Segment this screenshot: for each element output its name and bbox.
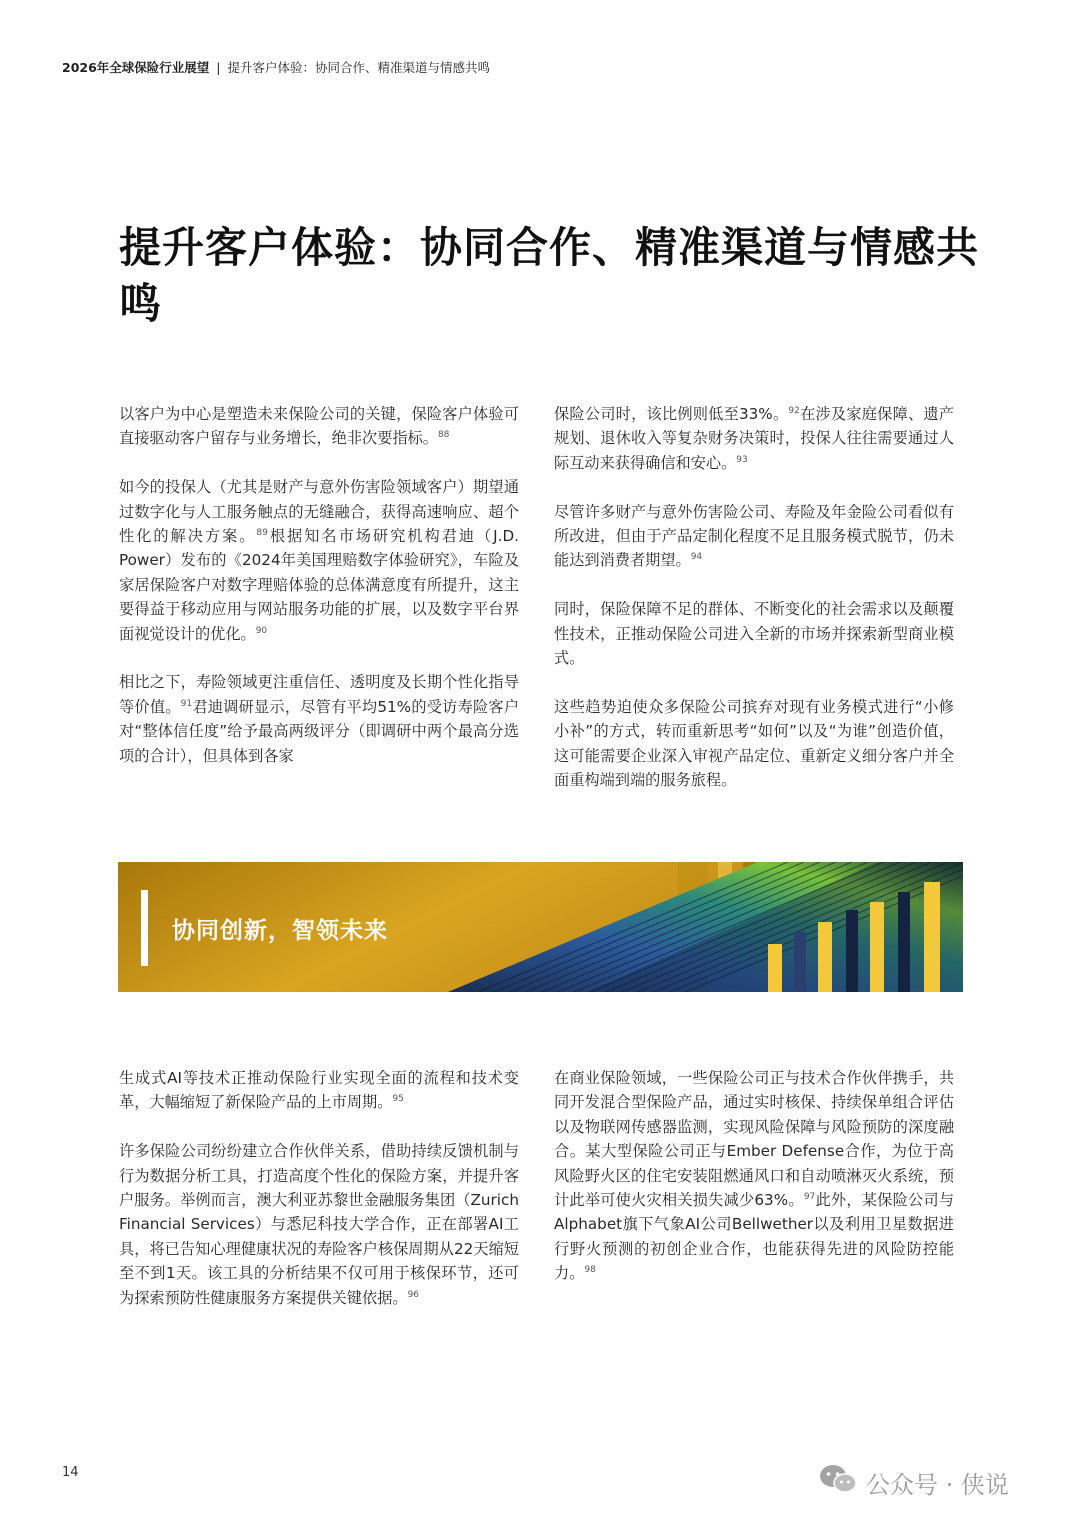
body-paragraph xyxy=(554,695,954,793)
report-title: 2026年全球保险行业展望 xyxy=(62,60,210,75)
section-title: 提升客户体验：协同合作、精准渠道与情感共鸣 xyxy=(227,60,490,75)
paragraph-text: 同时，保险保障不足的群体、不断变化的社会需求以及颠覆性技术，正推动保险公司进入全新的市场并探索新型商业模式。 xyxy=(554,600,954,668)
body-paragraph xyxy=(119,670,519,768)
footnote-ref: 95 xyxy=(392,1094,404,1105)
page-title: 提升客户体验：协同合作、精准渠道与情感共鸣 xyxy=(119,223,980,328)
watermark xyxy=(818,1462,1009,1502)
body-paragraph xyxy=(554,597,954,670)
section1-column-right xyxy=(554,402,954,817)
page-number: 14 xyxy=(62,1465,79,1480)
paragraph-text: 此外，某保险公司与Alphabet旗下气象AI公司Bellwether以及利用卫星数据进行野火预测的初创企业合作，也能获得先进的风险防控能力。 xyxy=(554,1191,955,1283)
paragraph-text: 君迪调研显示，尽管有平均51%的受访寿险客户对“整体信任度”给予最高两级评分（即调研中两个最高分选项的合计），但具体到各家 xyxy=(119,697,520,765)
footnote-ref: 96 xyxy=(407,1289,420,1300)
body-paragraph xyxy=(119,1139,519,1310)
wechat-icon xyxy=(818,1463,858,1501)
body-paragraph xyxy=(554,500,954,573)
paragraph-text: 根据知名市场研究机构君迪（J.D. Power）发布的《2024年美国理赔数字体验研究》，车险及家居保险客户对数字理赔体验的总体满意度有所提升，这主要得益于移动应用与网站服务功能的扩展，以及数字平台界面视觉设计的优化。 xyxy=(119,527,519,643)
footnote-ref: 92 xyxy=(788,406,800,416)
footnote-ref: 94 xyxy=(690,552,703,563)
footnote-ref: 93 xyxy=(736,454,748,465)
footnote-ref: 90 xyxy=(255,625,268,636)
banner-accent-bar xyxy=(141,890,148,966)
body-paragraph xyxy=(119,1066,519,1115)
footnote-ref: 98 xyxy=(584,1265,596,1276)
footnote-ref: 89 xyxy=(256,528,268,539)
paragraph-text: 许多保险公司纷纷建立合作伙伴关系，借助持续反馈机制与行为数据分析工具，打造高度个性化的保险方案，并提升客户服务。举例而言，澳大利亚苏黎世金融服务集团（Zurich Financial Services）与悉尼科技大学合作，正在部署AI工具，将已告知心理健康状况的寿险客户核保周期从22天缩短至不到1天。该工具的分析结果不仅可用于核保环节，还可为探索预防性健康服务方案提供关键依据。 xyxy=(119,1142,519,1307)
paragraph-text: 在商业保险领域，一些保险公司正与技术合作伙伴携手，共同开发混合型保险产品，通过实时核保、持续保单组合评估以及物联网传感器监测，实现风险保障与风险预防的深度融合。某大型保险公司正与Ember Defense合作，为位于高风险野火区的住宅安装阻燃通风口和自动喷淋灭火系统，预计此举可使火灾相关损失减少63%。 xyxy=(554,1069,954,1210)
paragraph-text: 生成式AI等技术正推动保险行业实现全面的流程和技术变革，大幅缩短了新保险产品的上市周期。 xyxy=(119,1069,519,1112)
running-header xyxy=(62,58,490,76)
section2-column-right xyxy=(554,1066,954,1310)
paragraph-text: 以客户为中心是塑造未来保险公司的关键，保险客户体验可直接驱动客户留存与业务增长，绝非次要指标。 xyxy=(119,405,519,448)
footnote-ref: 88 xyxy=(437,430,450,441)
body-paragraph xyxy=(119,475,519,646)
section1-column-left xyxy=(119,402,519,792)
paragraph-text: 尽管许多财产与意外伤害险公司、寿险及年金险公司看似有所改进，但由于产品定制化程度不足且服务模式脱节，仍未能达到消费者期望。 xyxy=(554,502,954,570)
paragraph-text: 这些趋势迫使众多保险公司摈弃对现有业务模式进行“小修小补”的方式，转而重新思考“如何”以及“为谁”创造价值，这可能需要企业深入审视产品定位、重新定义细分客户并全面重构端到端的服务旅程。 xyxy=(554,697,954,790)
banner-title: 协同创新，智领未来 xyxy=(172,918,388,944)
body-paragraph xyxy=(554,402,954,475)
paragraph-text: 相比之下，寿险领域更注重信任、透明度及长期个性化指导等价值。 xyxy=(119,673,519,716)
section2-column-left xyxy=(119,1066,519,1334)
body-paragraph xyxy=(119,402,519,451)
body-paragraph xyxy=(554,1066,954,1286)
paragraph-text: 如今的投保人（尤其是财产与意外伤害险领域客户）期望通过数字化与人工服务触点的无缝融合，获得高速响应、超个性化的解决方案。 xyxy=(119,478,519,546)
footnote-ref: 91 xyxy=(180,698,193,709)
paragraph-text: 保险公司时，该比例则低至33%。 xyxy=(554,405,789,423)
watermark-text: 公众号 · 侠说 xyxy=(866,1470,1009,1499)
header-separator: | xyxy=(216,60,221,75)
paragraph-text: 在涉及家庭保障、遗产规划、退休收入等复杂财务决策时，投保人往往需要通过人际互动来获得确信和安心。 xyxy=(554,405,954,472)
footnote-ref: 97 xyxy=(803,1192,816,1203)
